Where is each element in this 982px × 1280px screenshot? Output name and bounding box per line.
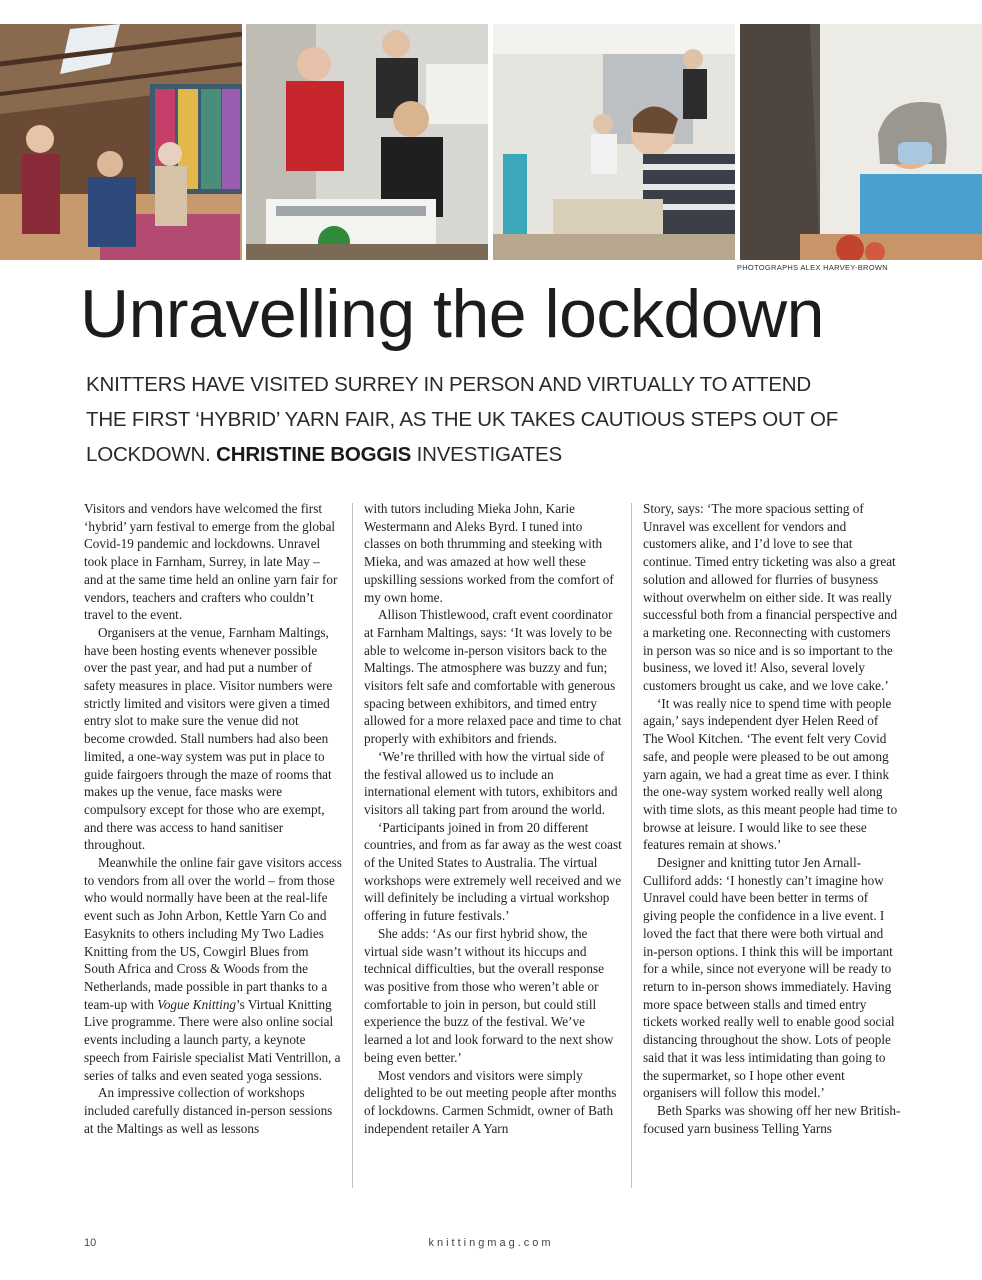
column-divider [352, 503, 353, 1188]
standfirst-suffix: INVESTIGATES [416, 443, 562, 466]
author-name: CHRISTINE BOGGIS [216, 443, 412, 466]
paragraph: ‘We’re thrilled with how the virtual side of the festival allowed us to include an international element with tutors, exhibitors and visitors all taking part from around the world. [364, 748, 618, 817]
photo-yarn-shop [0, 24, 242, 260]
photo-knitting-masked [740, 24, 982, 260]
paragraph: ‘Participants joined in from 20 different countries, and from as far away as the west coast of the United States to Australia. The virtual workshops were extremely well received and we will definitely be including a virtual workshop offering in future festivals.’ [364, 819, 622, 924]
paragraph: Allison Thistlewood, craft event coordinator at Farnham Maltings, says: ‘It was lovely to be able to welcome in-person visitors back to the Maltings. The atmosphere was buzzy and fun; visitors felt safe and comfortable with generous spacing between exhibitors, and timed entry allowed for a more relaxed pace and time to chat properly with exhibitors and friends. [364, 607, 622, 747]
publication-name: Vogue Knitting [157, 996, 237, 1012]
standfirst-text: KNITTERS HAVE VISITED SURREY IN PERSON AND VIRTUALLY TO ATTEND THE FIRST ‘HYBRID’ YARN FAIR, AS THE UK TAKES CAUTIOUS STEPS OUT OF LOCKDOWN. [86, 373, 839, 466]
page-title: Unravelling the lockdown [80, 276, 824, 352]
paragraph: She adds: ‘As our first hybrid show, the virtual side wasn’t without its hiccups and technical difficulties, but the overall response was positive from those who weren’t able or comfortable to join in person, but could still experience the buzz of the festival. We’ve learned a lot and look forward to the next show being even better.’ [364, 925, 614, 1065]
photo-loom-workshop [493, 24, 735, 260]
paragraph: Organisers at the venue, Farnham Maltings, have been hosting events whenever possible over the past year, and had put a number of safety measures in place. Visitor numbers were strictly limited and visitors were given a timed entry slot to make sure the venue did not become crowded. Stall numbers had also been limited, a one-way system was put in place to guide fairgoers through the maze of rooms that makes up the venue, face masks were compulsory except for those who are exempt, and there was access to hand sanitiser throughout. [84, 624, 333, 853]
paragraph-text: ’s Virtual Knitting Live programme. There were also online social events including a launch party, a keynote speech from Fairisle specialist Mati Ventrillon, a series of talks and even seated yoga sessions. [84, 996, 341, 1083]
paragraph: Most vendors and visitors were simply delighted to be out meeting people after months of lockdowns. Carmen Schmidt, owner of Bath independent retailer A Yarn [364, 1067, 617, 1136]
paragraph [84, 854, 342, 1084]
column-divider [631, 503, 632, 1188]
photo-weaving-tutor [246, 24, 488, 260]
body-column-2 [364, 500, 622, 1137]
website-footer: knittingmag.com [428, 1237, 554, 1249]
paragraph-text: Meanwhile the online fair gave visitors access to vendors from all over the world – from those who would normally have been at the real-life event such as John Arbon, Kettle Yarn Co and Easyknits to others including My Two Ladies Knitting from the US, Cowgirl Blues from South Africa and Cross & Woods from the Netherlands, made possible in part thanks to a team-up with [84, 855, 342, 1012]
paragraph: ‘It was really nice to spend time with people again,’ says independent dyer Helen Reed of The Wool Kitchen. ‘The event felt very Covid safe, and people were pleased to be out among yarn again, we had a great time as ever. I think the one-way system worked really well along with time slots, as this meant people had time to browse at leisure. I would like to see these features remain at shows.’ [643, 695, 898, 853]
paragraph: Visitors and vendors have welcomed the first ‘hybrid’ yarn festival to emerge from the global Covid-19 pandemic and lockdowns. Unravel took place in Farnham, Surrey, in late May – and at the same time held an online yarn fair for vendors, teachers and crafters who couldn’t travel to the event. [84, 501, 338, 623]
body-column-1 [84, 500, 342, 1137]
body-column-3 [643, 500, 901, 1137]
photo-strip [0, 24, 982, 260]
paragraph: Beth Sparks was showing off her new British-focused yarn business Telling Yarns [643, 1102, 901, 1136]
paragraph: Story, says: ‘The more spacious setting of Unravel was excellent for vendors and customers alike, and I’d love to see that continue. Timed entry ticketing was also a great solution and allowed for flurries of busyness without overwhelm on either side. It was really successful both from a financial perspective and a marketing one. Reconnecting with customers in person was so nice and is so important to the business, we loved it! Also, several lovely customers brought us cake, and we love cake.’ [643, 501, 898, 694]
paragraph: Designer and knitting tutor Jen Arnall-Culliford adds: ‘I honestly can’t imagine how Unravel could have been better in terms of giving people the confidence in a live event. I loved the fact that there were both virtual and in-person options. I think this will be important for a while, since not everyone will be ready to return to in-person shows immediately. Having more space between stalls and timed entry tickets worked really well to enable good social distancing throughout the show. Lots of people said that it was less intimidating than going to the supermarket, so I hope other event organisers will follow this model.’ [643, 855, 895, 1101]
page-number: 10 [84, 1237, 97, 1249]
standfirst [86, 367, 846, 472]
paragraph: An impressive collection of workshops included carefully distanced in-person sessions at the Maltings as well as lessons [84, 1085, 333, 1136]
photo-credit: PHOTOGRAPHS ALEX HARVEY-BROWN [736, 263, 888, 272]
paragraph: with tutors including Mieka John, Karie Westermann and Aleks Byrd. I tuned into classes on both thrumming and steeking with Mieka, and was amazed at how well these upskilling sessions worked from the comfort of my own home. [364, 501, 614, 605]
